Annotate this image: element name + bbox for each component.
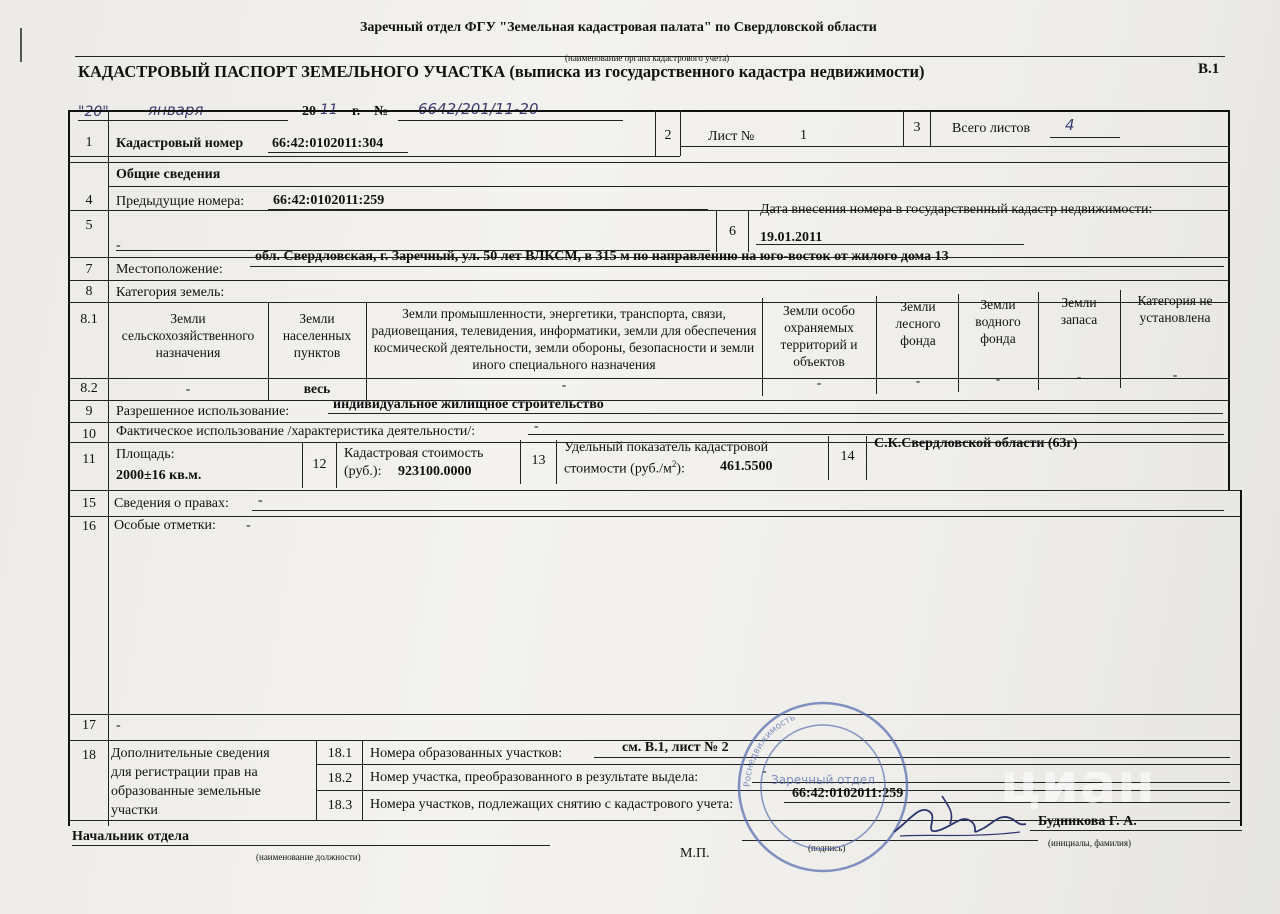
category-reserve: Земли запаса [1060, 295, 1098, 327]
number-value: 6642/201/11-20 [418, 100, 539, 118]
row-18-2-label: Номер участка, преобразованного в результате выдела: [370, 770, 699, 785]
row-13-label-1: Удельный показатель кадастровой [564, 440, 769, 455]
stamp-place: М.П. [680, 846, 710, 861]
previous-numbers: 66:42:0102011:259 [273, 193, 385, 208]
row-14-value: С.К.Свердловской области (63г) [874, 436, 1078, 451]
row-12-label-2: (руб.): [344, 464, 382, 479]
row-18-label-1: Дополнительные сведения [111, 746, 270, 761]
row-4-label: Предыдущие номера: [116, 194, 245, 209]
row-18-1-label: Номера образованных участков: [370, 746, 563, 761]
value-agricultural: - [185, 381, 191, 396]
date-day: "20" [78, 104, 109, 120]
stamp-ring-text: Роснедвижимость [742, 712, 797, 788]
row-13-num: 13 [531, 453, 546, 468]
row-1-label: Кадастровый номер [116, 136, 244, 151]
row-9-num: 9 [85, 404, 93, 419]
general-section-title: Общие сведения [116, 167, 221, 182]
value-water: - [995, 371, 1001, 386]
category-agricultural: Земли сельскохозяйственного назначения [121, 311, 255, 360]
row-6-label: Дата внесения номера в государственный кадастр недвижимости: [760, 202, 1153, 217]
date-year-suffix: 11 [320, 102, 338, 118]
stamp-inner-text: Заречный отдел [771, 773, 875, 787]
value-settlements: весь [303, 381, 331, 396]
row-2-label: Лист № [708, 129, 755, 144]
location: обл. Свердловская, г. Заречный, ул. 50 лет ВЛКСМ, в 315 м по направлению на юго-восток от жилого дома 13 [255, 249, 949, 264]
permitted-use: индивидуальное жилищное строительство [333, 397, 604, 412]
row-8-1-num: 8.1 [80, 312, 98, 327]
row-16-label: Особые отметки: [114, 518, 216, 533]
rights-info: - [258, 493, 263, 508]
special-marks: - [246, 518, 251, 533]
category-unset: Категория не установлена [1137, 293, 1213, 325]
value-protected: - [816, 375, 822, 390]
removed-plots: 66:42:0102011:259 [792, 786, 904, 801]
category-protected: Земли особо охраняемых территорий и объектов [780, 303, 858, 369]
org-name: Заречный отдел ФГУ "Земельная кадастровая палата" по Свердловской области [360, 20, 877, 35]
date-month: января [148, 101, 204, 119]
signer-name: Будникова Г. А. [1038, 814, 1137, 829]
value-industry: - [561, 377, 567, 392]
row-8-2-num: 8.2 [80, 381, 98, 396]
row-3-num: 3 [913, 120, 921, 135]
row-18-label-3: образованные земельные [111, 784, 261, 799]
row-4-num: 4 [85, 193, 93, 208]
row-18-2-num: 18.2 [327, 771, 353, 786]
signer-caption: (инициалы, фамилия) [1048, 838, 1131, 848]
signature-caption: (подпись) [808, 843, 846, 853]
row-18-3-num: 18.3 [327, 798, 353, 813]
row-14-num: 14 [840, 449, 855, 464]
date-year-prefix: 20 [302, 104, 316, 119]
total-sheets: 4 [1065, 116, 1075, 134]
row-13-label-2: стоимости $(руб./м^2)$: [564, 459, 685, 477]
actual-use: - [534, 419, 539, 434]
sheet-number: 1 [800, 128, 807, 143]
row-8-label: Категория земель: [116, 285, 225, 300]
row-12-num: 12 [312, 457, 327, 472]
row-7-num: 7 [85, 262, 93, 277]
row-18-label-4: участки [111, 803, 158, 818]
registration-date: 19.01.2011 [760, 230, 823, 245]
row-15-label: Сведения о правах: [114, 496, 229, 511]
number-label: № [374, 104, 389, 119]
row-1-num: 1 [85, 135, 93, 150]
cadastral-value: 923100.0000 [398, 464, 472, 479]
area: 2000±16 кв.м. [116, 468, 202, 483]
row-6-num: 6 [729, 224, 736, 239]
position-title: Начальник отдела [72, 829, 189, 844]
row-15-num: 15 [82, 496, 96, 511]
category-water: Земли водного фонда [975, 297, 1021, 346]
category-settlements: Земли населенных пунктов [282, 311, 352, 360]
row-8-num: 8 [85, 284, 93, 299]
row-18-label-2: для регистрации прав на [111, 765, 258, 780]
margin-mark [20, 28, 22, 62]
row-16-num: 16 [82, 519, 96, 534]
row-11-label: Площадь: [116, 447, 175, 462]
row-11-num: 11 [82, 452, 96, 467]
row-12-label-1: Кадастровая стоимость [344, 446, 484, 461]
row-18-1-num: 18.1 [327, 746, 353, 761]
org-caption: (наименование органа кадастрового учета) [565, 53, 730, 63]
watermark-logo: циан [1000, 752, 1156, 815]
category-forest: Земли лесного фонда [895, 299, 941, 348]
row-17-value: - [116, 718, 121, 733]
position-caption: (наименование должности) [256, 852, 361, 862]
row-2-num: 2 [664, 128, 672, 143]
row-10-num: 10 [82, 427, 96, 442]
date-year-word: г. [352, 104, 361, 119]
row-3-label: Всего листов [952, 121, 1031, 136]
formed-plots: см. В.1, лист № 2 [622, 740, 729, 755]
row-18-num: 18 [82, 748, 96, 763]
row-9-label: Разрешенное использование: [116, 404, 290, 419]
row-7-label: Местоположение: [116, 262, 223, 277]
row-17-num: 17 [82, 718, 96, 733]
value-forest: - [915, 373, 921, 388]
row-18-3-label: Номера участков, подлежащих снятию с кадастрового учета: [370, 797, 734, 812]
cadastral-number: 66:42:0102011:304 [272, 136, 384, 151]
category-industry: Земли промышленности, энергетики, транспорта, связи, радиовещания, телевидения, информатики, земли для обеспечения космической деятельности, земли обороны, безопасности и земли иного специального назначения [371, 306, 757, 372]
row-5-value: - [116, 238, 121, 253]
value-unset: - [1172, 367, 1178, 382]
form-code: В.1 [1198, 61, 1220, 77]
converted-plot: - [762, 764, 767, 779]
row-5-num: 5 [85, 218, 93, 233]
value-reserve: - [1076, 369, 1082, 384]
row-10-label: Фактическое использование /характеристика деятельности/: [116, 424, 476, 439]
unit-value: 461.5500 [720, 459, 773, 474]
doc-title: КАДАСТРОВЫЙ ПАСПОРТ ЗЕМЕЛЬНОГО УЧАСТКА (выписка из государственного кадастра недвижимости) [78, 62, 925, 81]
